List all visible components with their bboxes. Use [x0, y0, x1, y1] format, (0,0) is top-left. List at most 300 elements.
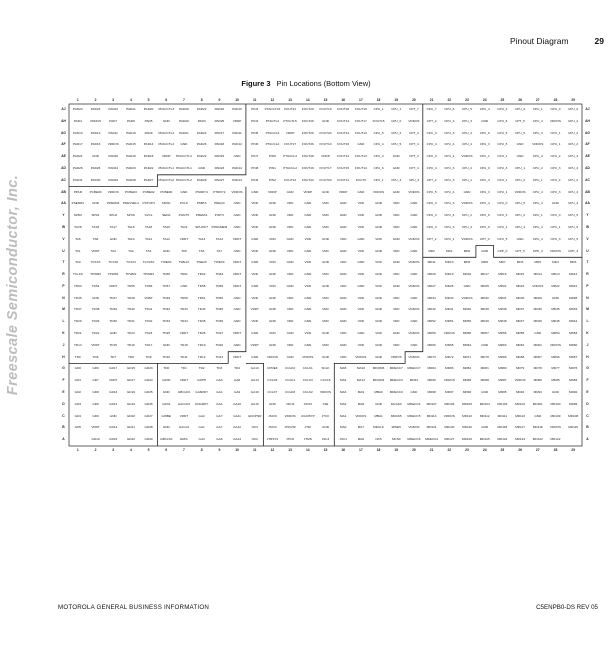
- pin-cell: CPU_6: [479, 213, 490, 218]
- pin-cell: TD60: [162, 272, 171, 277]
- pin-cell: MD10: [445, 260, 454, 265]
- pin-cell: FOUT10: [319, 142, 332, 147]
- pin-cell: MD123: [515, 437, 526, 442]
- pin-cell: VDDOS: [443, 413, 455, 418]
- column-label-top: 18: [376, 98, 381, 102]
- pin-cell: VDD: [286, 248, 294, 253]
- column-label-bottom: 29: [571, 448, 575, 452]
- pin-cell: GND: [268, 295, 276, 300]
- pin-cell: PAD22: [108, 107, 118, 111]
- pin-cell: CPU_2: [462, 213, 472, 218]
- pin-cell: FOUT14: [337, 154, 350, 159]
- pin-cell: MD102: [515, 401, 526, 406]
- pin-cell: MD126: [462, 437, 472, 442]
- pin-cell: MRAS5: [390, 413, 402, 418]
- pin-cell: TA5: [181, 248, 187, 253]
- pin-cell: GD13: [109, 390, 118, 395]
- row-label-right: AB: [585, 189, 590, 194]
- pin-cell: PAD17: [214, 130, 225, 135]
- pin-cell: GA6RDY: [195, 390, 209, 395]
- pin-cell: VDDT: [144, 295, 153, 300]
- pin-cell: GND: [339, 224, 347, 229]
- pin-cell: SCLK: [321, 366, 330, 371]
- pin-cell: VDDOS: [231, 189, 243, 194]
- pin-cell: VDDOS: [549, 248, 561, 253]
- pin-cell: VDDOS: [514, 378, 526, 383]
- pin-cell: SEDA: [162, 213, 171, 218]
- pin-cell: TA3: [128, 248, 134, 253]
- pin-cell: CPU_2: [462, 165, 472, 170]
- pin-cell: MD56: [498, 331, 507, 336]
- pin-cell: FOUT18: [337, 107, 350, 111]
- pin-cell: GD6: [92, 366, 99, 371]
- pin-cell: TD20: [215, 342, 224, 347]
- column-label-bottom: 21: [429, 448, 434, 452]
- row-label-left: AF: [61, 142, 66, 147]
- pin-cell: VDDT: [250, 342, 259, 347]
- pin-cell: CPU_4: [532, 154, 543, 159]
- pin-cell: PAD10: [126, 130, 136, 135]
- pin-cell: CPU_1: [550, 130, 561, 135]
- pin-cell: GND: [162, 118, 170, 123]
- pin-cell: MA10: [356, 366, 365, 371]
- pin-cell: GD1: [74, 378, 82, 383]
- row-label-left: AE: [61, 154, 66, 159]
- pin-cell: CPU_1: [497, 189, 508, 194]
- pin-cell: TD14: [74, 342, 82, 347]
- pin-cell: CPU_2: [550, 154, 561, 159]
- pin-cell: GND: [322, 236, 329, 241]
- pin-cell: PIN8: [251, 165, 259, 170]
- column-label-bottom: 17: [359, 448, 363, 452]
- pin-cell: GND: [162, 390, 170, 395]
- pin-cell: GD22: [126, 437, 135, 442]
- pin-cell: PAD23: [214, 165, 225, 170]
- pin-cell: GA15: [250, 401, 259, 406]
- pin-cell: GACLK0: [177, 401, 191, 406]
- pin-cell: GD25: [144, 390, 153, 395]
- pin-cell: JTMS: [303, 437, 312, 442]
- pin-cell: CPU_0: [479, 165, 490, 170]
- pin-cell: TD10: [162, 354, 171, 359]
- pin-cell: PTACTL5: [283, 118, 297, 123]
- column-label-bottom: 24: [482, 448, 487, 452]
- pin-cell: TD45: [74, 295, 82, 300]
- pin-cell: MD85: [551, 378, 560, 383]
- pin-cell: GND: [339, 213, 347, 218]
- pin-cell: CPU_5: [515, 201, 526, 206]
- pin-cell: MD6: [516, 260, 524, 265]
- pin-cell: VDD: [392, 201, 400, 206]
- row-label-right: H: [586, 354, 589, 359]
- pin-cell: MD79: [515, 366, 525, 371]
- row-label-right: E: [586, 390, 589, 395]
- pin-cell: MD89: [462, 378, 472, 383]
- pin-cell: MD9: [463, 260, 471, 265]
- column-label-bottom: 22: [447, 448, 452, 452]
- pin-cell: MDECC5: [407, 413, 421, 418]
- pin-cell: GDCPNR: [248, 413, 262, 418]
- pin-cell: GD23: [144, 366, 153, 371]
- pin-cell: TCX18: [108, 260, 119, 265]
- pin-cell: GND: [357, 283, 365, 288]
- pin-cell: TA26: [162, 224, 170, 229]
- pin-cell: PCBE00: [89, 189, 102, 194]
- pin-cell: TD42: [162, 307, 171, 312]
- pin-cell: GND: [392, 154, 400, 159]
- pin-cell: PAD16: [214, 107, 225, 111]
- pin-cell: CPU_4: [426, 142, 437, 147]
- pin-cell: MD28: [569, 295, 578, 300]
- pin-cell: GND: [322, 260, 329, 265]
- pin-cell: GND: [233, 154, 241, 159]
- pin-cell: CPU_1: [373, 107, 384, 111]
- pin-cell: TD32: [144, 319, 153, 324]
- pin-cell: VDDT: [179, 236, 189, 241]
- pin-cell: TD36: [215, 319, 224, 324]
- pin-cell: VDDOS: [408, 189, 420, 194]
- pin-cell: CPU_0: [391, 118, 402, 123]
- pin-cell: PSRDY4: [195, 189, 208, 194]
- pin-cell: CPU_0: [497, 201, 508, 206]
- pin-cell: VDD: [357, 342, 365, 347]
- pin-cell: VDD: [251, 319, 258, 324]
- pin-cell: MD108: [568, 413, 579, 418]
- pin-cell: MD51: [445, 319, 454, 324]
- pin-cell: FOUT20: [319, 130, 332, 135]
- column-label-top: 11: [252, 98, 257, 102]
- pin-cell: TA13: [198, 236, 206, 241]
- pin-cell: VDDP: [232, 118, 242, 123]
- pin-cell: GD0: [74, 366, 82, 371]
- pin-cell: CPU_1: [373, 177, 384, 182]
- pin-cell: GND: [180, 283, 188, 288]
- pin-cell: VDDOS: [408, 260, 420, 265]
- pin-cell: VDD: [322, 201, 329, 206]
- pin-cell: PTACCL2: [265, 142, 280, 147]
- row-label-right: L: [586, 319, 589, 324]
- pin-cell: GND: [286, 236, 294, 241]
- pin-cell: GND: [304, 272, 312, 277]
- pin-cell: VDD: [269, 236, 276, 241]
- pin-cell: MD41: [445, 307, 454, 312]
- pin-cell: VDDOS: [408, 283, 420, 288]
- pin-cell: VDD: [357, 201, 365, 206]
- pin-cell: MD94: [515, 390, 525, 395]
- pin-cell: GND: [392, 189, 400, 194]
- pin-cell: MD57: [480, 331, 489, 336]
- pin-cell: MD35: [551, 307, 560, 312]
- column-label-bottom: 14: [305, 448, 310, 452]
- pin-cell: GD17: [126, 378, 135, 383]
- pin-cell: GD9: [92, 401, 99, 406]
- row-label-left: AG: [61, 130, 66, 135]
- pin-cell: MD13: [551, 272, 560, 277]
- row-label-left: G: [62, 366, 65, 371]
- pin-cell: MD95: [498, 390, 507, 395]
- pin-cell: GND: [410, 319, 418, 324]
- pin-cell: TA1: [75, 248, 81, 253]
- column-label-bottom: 3: [112, 448, 115, 452]
- pin-cell: VDD: [322, 272, 329, 277]
- pin-cell: JSC4: [321, 437, 330, 442]
- pin-cell: PCLK: [179, 201, 189, 206]
- row-label-left: P: [62, 283, 65, 288]
- pin-cell: CPU_2: [515, 177, 526, 182]
- pin-cell: PAD24: [108, 165, 118, 170]
- pin-cell: MD114: [426, 413, 437, 418]
- pin-cell: GA13: [250, 378, 259, 383]
- column-label-top: 16: [341, 98, 346, 102]
- pin-cell: GND: [481, 390, 489, 395]
- pin-cell: MD106: [444, 401, 455, 406]
- pin-cell: GND: [322, 189, 329, 194]
- pin-cell: TD54: [91, 283, 100, 288]
- pin-cell: TD37: [74, 307, 82, 312]
- pin-cell: VDDOS: [390, 354, 402, 359]
- pin-cell: MD83: [445, 366, 454, 371]
- pin-cell: TD39: [109, 307, 117, 312]
- pin-cell: MA7: [357, 425, 365, 430]
- pin-cell: MD67: [533, 354, 542, 359]
- pin-cell: JTCK: [321, 413, 330, 418]
- pin-cell: GND: [552, 201, 559, 206]
- pin-cell: VDDT: [232, 331, 242, 336]
- pin-cell: VDDP: [321, 154, 330, 159]
- pin-cell: GND: [516, 142, 524, 147]
- pin-cell: GND: [534, 413, 542, 418]
- pin-cell: CPU_3: [444, 165, 455, 170]
- pin-cell: VDDT: [232, 260, 242, 265]
- pin-cell: GND: [286, 283, 294, 288]
- pin-cell: MD55: [515, 331, 525, 336]
- pin-cell: MD67: [569, 354, 578, 359]
- pin-cell: GDPL: [179, 437, 189, 442]
- pin-cell: CPT_2: [426, 118, 437, 123]
- pin-cell: GDPH: [197, 378, 207, 383]
- pin-cell: CCLK0: [285, 366, 296, 371]
- pin-cell: MDECC6: [407, 437, 421, 442]
- pin-cell: VDD: [269, 260, 276, 265]
- pin-cell: TCX24: [126, 260, 136, 265]
- pin-cell: MA8: [357, 401, 365, 406]
- pin-cell: CPT_7: [409, 107, 419, 111]
- pin-cell: MA13: [356, 378, 365, 383]
- column-label-top: 24: [482, 98, 487, 102]
- pin-cell: VDD: [357, 248, 365, 253]
- pin-cell: CPU_4: [444, 154, 455, 159]
- pin-cell: MDECC7: [407, 366, 421, 371]
- row-label-left: C: [62, 413, 65, 418]
- pin-cell: CPU_3: [444, 177, 455, 182]
- row-label-left: AC: [61, 177, 66, 182]
- pin-cell: GND: [286, 354, 294, 359]
- pin-cell: GD14: [109, 425, 118, 430]
- pin-cell: GND: [392, 260, 400, 265]
- pin-cell: VDDOS: [107, 142, 119, 147]
- pin-cell: TD16: [127, 342, 135, 347]
- pin-cell: PAD14: [143, 142, 154, 147]
- pin-cell: GND: [339, 248, 347, 253]
- row-label-right: F: [586, 378, 589, 383]
- pin-cell: PSBTA: [196, 201, 207, 206]
- pin-cell: MD122: [532, 437, 543, 442]
- pin-cell: GA7: [216, 413, 223, 418]
- pin-cell: FOUT16: [337, 142, 350, 147]
- pin-cell: GND: [109, 236, 117, 241]
- pin-cell: GND: [410, 248, 418, 253]
- row-label-right: AH: [585, 118, 590, 123]
- column-label-top: 29: [571, 98, 575, 102]
- pin-cell: VDDOS: [355, 413, 367, 418]
- pin-cell: MA2: [340, 401, 347, 406]
- pin-cell: CPU_2: [532, 165, 543, 170]
- pin-cell: MD39: [480, 307, 489, 312]
- pin-cell: CPU_3: [426, 201, 437, 206]
- pin-cell: VDD: [392, 295, 400, 300]
- pin-cell: VDD: [286, 295, 294, 300]
- pin-cell: CPU_2: [515, 213, 526, 218]
- pin-cell: MD49: [480, 319, 489, 324]
- pin-cell: GND: [304, 201, 312, 206]
- column-label-bottom: 23: [465, 448, 469, 452]
- pin-cell: GD7: [92, 378, 99, 383]
- pin-cell: FOUT9: [355, 177, 366, 182]
- pin-cell: JTDI: [304, 425, 312, 430]
- pin-cell: MD78: [533, 366, 542, 371]
- pin-cell: CPU_2: [568, 142, 579, 147]
- row-label-right: N: [586, 295, 589, 300]
- pin-cell: VDDP: [285, 130, 295, 135]
- pin-cell: MD44: [569, 319, 578, 324]
- pin-cell: SPLD: [109, 213, 118, 218]
- pin-cell: GND: [410, 272, 418, 277]
- pin-cell: CPU_1: [391, 107, 402, 111]
- pin-cell: CPU_2: [568, 118, 579, 123]
- pin-cell: PIN9: [251, 177, 259, 182]
- pin-cell: GD24: [144, 378, 153, 383]
- pin-cell: GND: [233, 319, 241, 324]
- pin-cell: PPERR4: [107, 201, 120, 206]
- row-label-left: AD: [61, 165, 66, 170]
- pin-cell: PIN1: [268, 165, 276, 170]
- pin-cell: GBCLK0: [160, 437, 173, 442]
- pin-cell: GND: [339, 307, 347, 312]
- pin-cell: CPU_3: [426, 213, 437, 218]
- pin-cell: TD61: [180, 272, 188, 277]
- pin-cell: GND: [268, 201, 276, 206]
- figure-label: Figure 3: [241, 79, 271, 88]
- pin-cell: VDD: [286, 319, 294, 324]
- pin-cell: GND: [410, 295, 418, 300]
- pin-cell: TD43: [180, 307, 188, 312]
- figure-title: Pin Locations (Bottom View): [276, 79, 371, 88]
- pin-cell: GND: [357, 236, 365, 241]
- pin-cell: MD99: [569, 401, 578, 406]
- pin-cell: GA1: [198, 425, 205, 430]
- row-label-right: AD: [585, 165, 590, 170]
- pin-cell: VDDOS: [549, 425, 561, 430]
- pin-cell: MD81: [480, 366, 489, 371]
- pin-cell: GND: [233, 224, 241, 229]
- pin-cell: GA11: [233, 413, 241, 418]
- pin-cell: CCLK7: [267, 390, 278, 395]
- pin-cell: PFACCTL4: [158, 130, 175, 135]
- pin-cell: SPUNCT: [195, 224, 209, 229]
- pin-cell: GBCLK0: [177, 390, 191, 395]
- pin-cell: MD23: [515, 283, 525, 288]
- column-label-bottom: 1: [76, 448, 79, 452]
- pin-cell: CPU_4: [444, 142, 455, 147]
- pin-cell: TD40: [127, 307, 135, 312]
- column-label-top: 12: [270, 98, 275, 102]
- pin-cell: MD60: [569, 342, 578, 347]
- row-label-left: D: [62, 401, 65, 406]
- pin-cell: CPU_1: [479, 154, 490, 159]
- pin-cell: TA18: [145, 224, 153, 229]
- pin-cell: GND: [304, 319, 312, 324]
- pin-cell: VDDOS: [284, 413, 296, 418]
- column-label-top: 15: [323, 98, 328, 102]
- pin-cell: GA9: [233, 390, 241, 395]
- pin-cell: MD48: [498, 319, 507, 324]
- pin-cell: CPU_3: [497, 165, 508, 170]
- pin-cell: TD51: [197, 295, 206, 300]
- pin-cell: VDDOS: [266, 354, 278, 359]
- pin-cell: MD71: [462, 354, 472, 359]
- pin-cell: VDDOS: [461, 295, 473, 300]
- pin-cell: VDD: [339, 236, 347, 241]
- pin-cell: VDDP: [303, 189, 313, 194]
- pin-cell: TD62: [197, 272, 206, 277]
- pin-cell: MD4: [552, 260, 559, 265]
- column-label-top: 2: [94, 98, 97, 102]
- pin-cell: VDDT: [232, 272, 242, 277]
- pin-cell: VDD: [357, 224, 365, 229]
- footer-left: MOTOROLA GENERAL BUSINESS INFORMATION: [58, 604, 209, 611]
- pin-cell: GND: [375, 342, 382, 347]
- pin-cell: GND: [268, 342, 276, 347]
- pin-cell: [564, 434, 582, 446]
- pin-cell: MD116: [532, 425, 543, 430]
- pin-cell: CPU_4: [515, 224, 526, 229]
- row-label-left: U: [62, 248, 65, 253]
- pin-cell: PTACTL4: [265, 118, 280, 123]
- pin-cell: MD91: [409, 378, 419, 383]
- pin-cell: PAD18: [214, 142, 225, 147]
- pin-cell: GND: [162, 425, 170, 430]
- pin-cell: VDDOS: [373, 189, 385, 194]
- pin-cell: SVCL: [144, 213, 153, 218]
- column-label-top: 10: [235, 98, 239, 102]
- pin-cell: JSCI4: [268, 425, 277, 430]
- pin-cell: CPT_2: [426, 177, 437, 182]
- pin-cell: PPRAMEM: [211, 224, 228, 229]
- pin-cell: MD45: [551, 319, 560, 324]
- pin-cell: TD13: [215, 354, 224, 359]
- pin-cell: VDD: [392, 213, 400, 218]
- pin-cell: GND: [322, 283, 329, 288]
- pin-cell: GND: [410, 213, 418, 218]
- pin-cell: GA7: [216, 425, 223, 430]
- pin-cell: CPT_5: [515, 248, 525, 253]
- column-label-bottom: 19: [394, 448, 399, 452]
- pin-cell: PFACCTL0: [158, 177, 175, 182]
- row-label-left: V: [62, 236, 65, 241]
- pin-cell: MD77: [551, 366, 560, 371]
- row-label-left: L: [62, 319, 65, 324]
- pin-cell: GND: [180, 142, 188, 147]
